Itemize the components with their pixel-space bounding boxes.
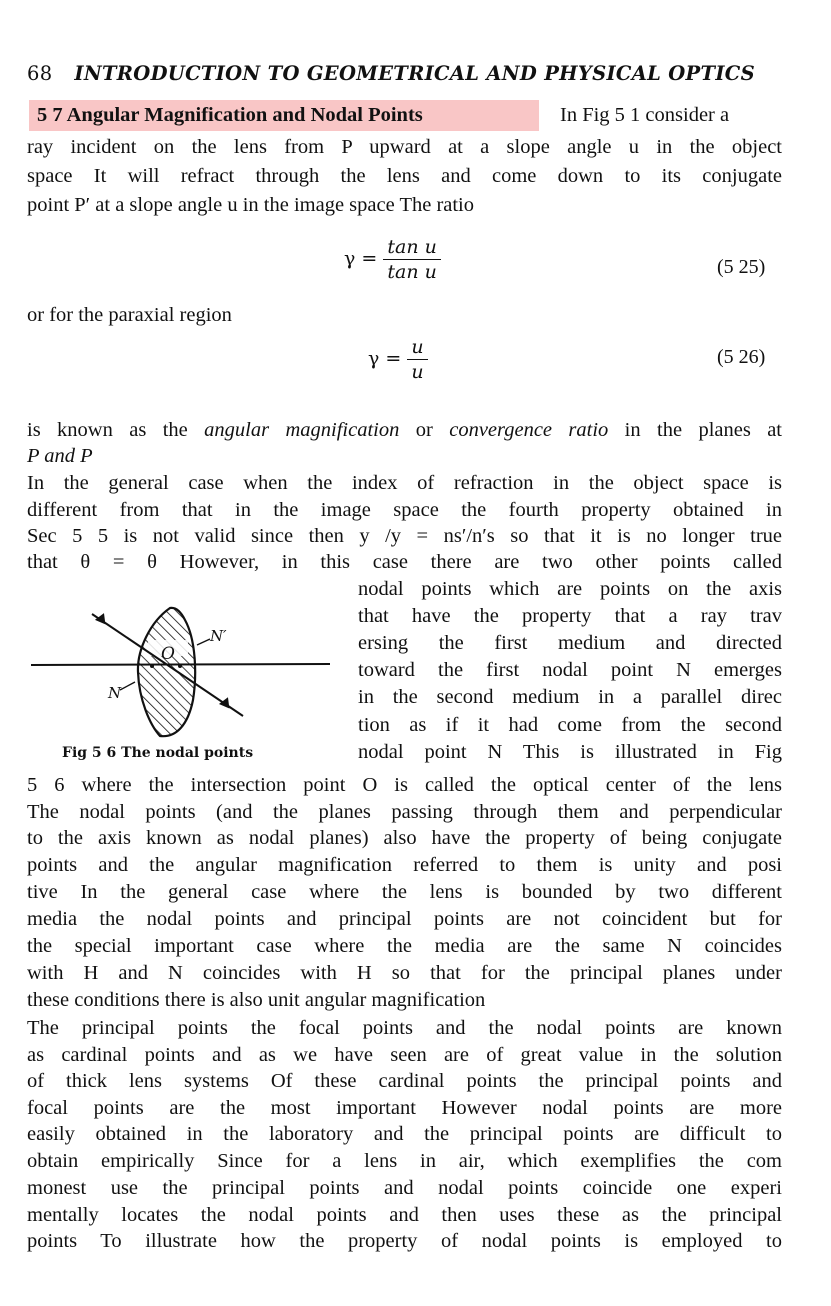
body-line: nodal points which are points on the axis bbox=[358, 578, 782, 600]
body-line: these conditions there is also unit angular magnification bbox=[27, 989, 486, 1011]
lens-shape bbox=[138, 608, 195, 736]
section-first-line-continuation: In Fig 5 1 consider a bbox=[560, 104, 730, 126]
body-line: that have the property that a ray trav bbox=[358, 605, 782, 627]
body-line: nodal point N This is illustrated in Fig bbox=[358, 741, 782, 763]
equation-5-25 bbox=[344, 236, 441, 283]
equation-lhs: γ = bbox=[368, 347, 402, 370]
body-line: point P′ at a slope angle u in the image space The ratio bbox=[27, 194, 475, 216]
body-line: ersing the first medium and directed bbox=[358, 632, 782, 654]
body-line: In the general case when the index of refraction in the object space is bbox=[27, 472, 782, 494]
term-convergence-ratio: convergence ratio bbox=[449, 419, 609, 441]
body-line: in the second medium in a parallel direc bbox=[358, 686, 782, 708]
body-line: of thick lens systems Of these cardinal points the principal points and bbox=[27, 1070, 782, 1092]
equation-lhs: γ = bbox=[344, 247, 378, 270]
body-line: as cardinal points and as we have seen are of great value in the solution bbox=[27, 1044, 782, 1066]
text-run: in the planes at bbox=[608, 419, 783, 441]
body-line: toward the first nodal point N emerges bbox=[358, 659, 782, 681]
equation-number: (5 26) bbox=[717, 346, 766, 368]
body-line: tion as if it had come from the second bbox=[358, 714, 782, 736]
body-line: tive In the general case where the lens is bounded by two different bbox=[27, 881, 782, 903]
body-line: to the axis known as nodal planes) also have the property of being conjugate bbox=[27, 827, 782, 849]
equation-fraction bbox=[383, 236, 440, 283]
n-prime-leader bbox=[197, 639, 210, 645]
body-line: or for the paraxial region bbox=[27, 304, 232, 326]
equation-5-26 bbox=[368, 336, 428, 383]
body-line: that θ = θ However, in this case there are two other points called bbox=[27, 551, 782, 573]
running-header bbox=[27, 62, 755, 85]
label-optical-center-o: O bbox=[161, 644, 175, 664]
equation-numerator: u bbox=[407, 336, 427, 360]
text-run: is known as the bbox=[27, 419, 205, 441]
ray-arrow-out bbox=[219, 696, 231, 708]
body-line: The principal points the focal points and the nodal points are known bbox=[27, 1017, 782, 1039]
body-line: different from that in the image space the fourth property obtained in bbox=[27, 499, 782, 521]
body-line bbox=[27, 417, 782, 443]
body-line: media the nodal points and principal points are not coincident but for bbox=[27, 908, 782, 930]
body-line: easily obtained in the laboratory and the principal points are difficult to bbox=[27, 1123, 782, 1145]
term-angular-magnification: angular magnification bbox=[204, 419, 400, 441]
body-line: with H and N coincides with H so that for the principal planes under bbox=[27, 962, 782, 984]
figure-caption: Fig 5 6 The nodal points bbox=[62, 745, 254, 761]
section-title: 5 7 Angular Magnification and Nodal Points bbox=[37, 104, 423, 126]
body-line: monest use the principal points and nodal points coincide one experi bbox=[27, 1177, 782, 1199]
body-line: P and P bbox=[27, 445, 93, 467]
nodal-points-figure bbox=[0, 580, 350, 745]
body-line: the special important case where the media are the same N coincides bbox=[27, 935, 782, 957]
equation-numerator: tan u bbox=[383, 236, 440, 260]
body-line: points and the angular magnification referred to them is unity and posi bbox=[27, 854, 782, 876]
body-line: ray incident on the lens from P upward at a slope angle u in the object bbox=[27, 136, 782, 158]
label-second-nodal-point: N′ bbox=[210, 627, 227, 645]
equation-fraction bbox=[407, 336, 427, 383]
text-run: or bbox=[399, 419, 450, 441]
body-line: 5 6 where the intersection point O is called the optical center of the lens bbox=[27, 774, 782, 796]
body-line: points To illustrate how the property of nodal points is employed to bbox=[27, 1230, 782, 1252]
body-line: mentally locates the nodal points and then uses these as the principal bbox=[27, 1204, 782, 1226]
body-line: obtain empirically Since for a lens in air, which exemplifies the com bbox=[27, 1150, 782, 1172]
label-first-nodal-point: N bbox=[108, 684, 122, 702]
n-leader bbox=[120, 682, 135, 690]
equation-denominator: u bbox=[411, 361, 424, 383]
equation-number: (5 25) bbox=[717, 256, 766, 278]
body-line: The nodal points (and the planes passing through them and perpendicular bbox=[27, 801, 782, 823]
body-line: Sec 5 5 is not valid since then y /y = ns′/n′s so that it is no longer true bbox=[27, 525, 782, 547]
equation-denominator: tan u bbox=[387, 261, 437, 283]
body-line: focal points are the most important However nodal points are more bbox=[27, 1097, 782, 1119]
page-number: 68 bbox=[27, 62, 53, 85]
running-title: INTRODUCTION TO GEOMETRICAL AND PHYSICAL OPTICS bbox=[74, 62, 755, 85]
body-line: space It will refract through the lens and come down to its conjugate bbox=[27, 165, 782, 187]
